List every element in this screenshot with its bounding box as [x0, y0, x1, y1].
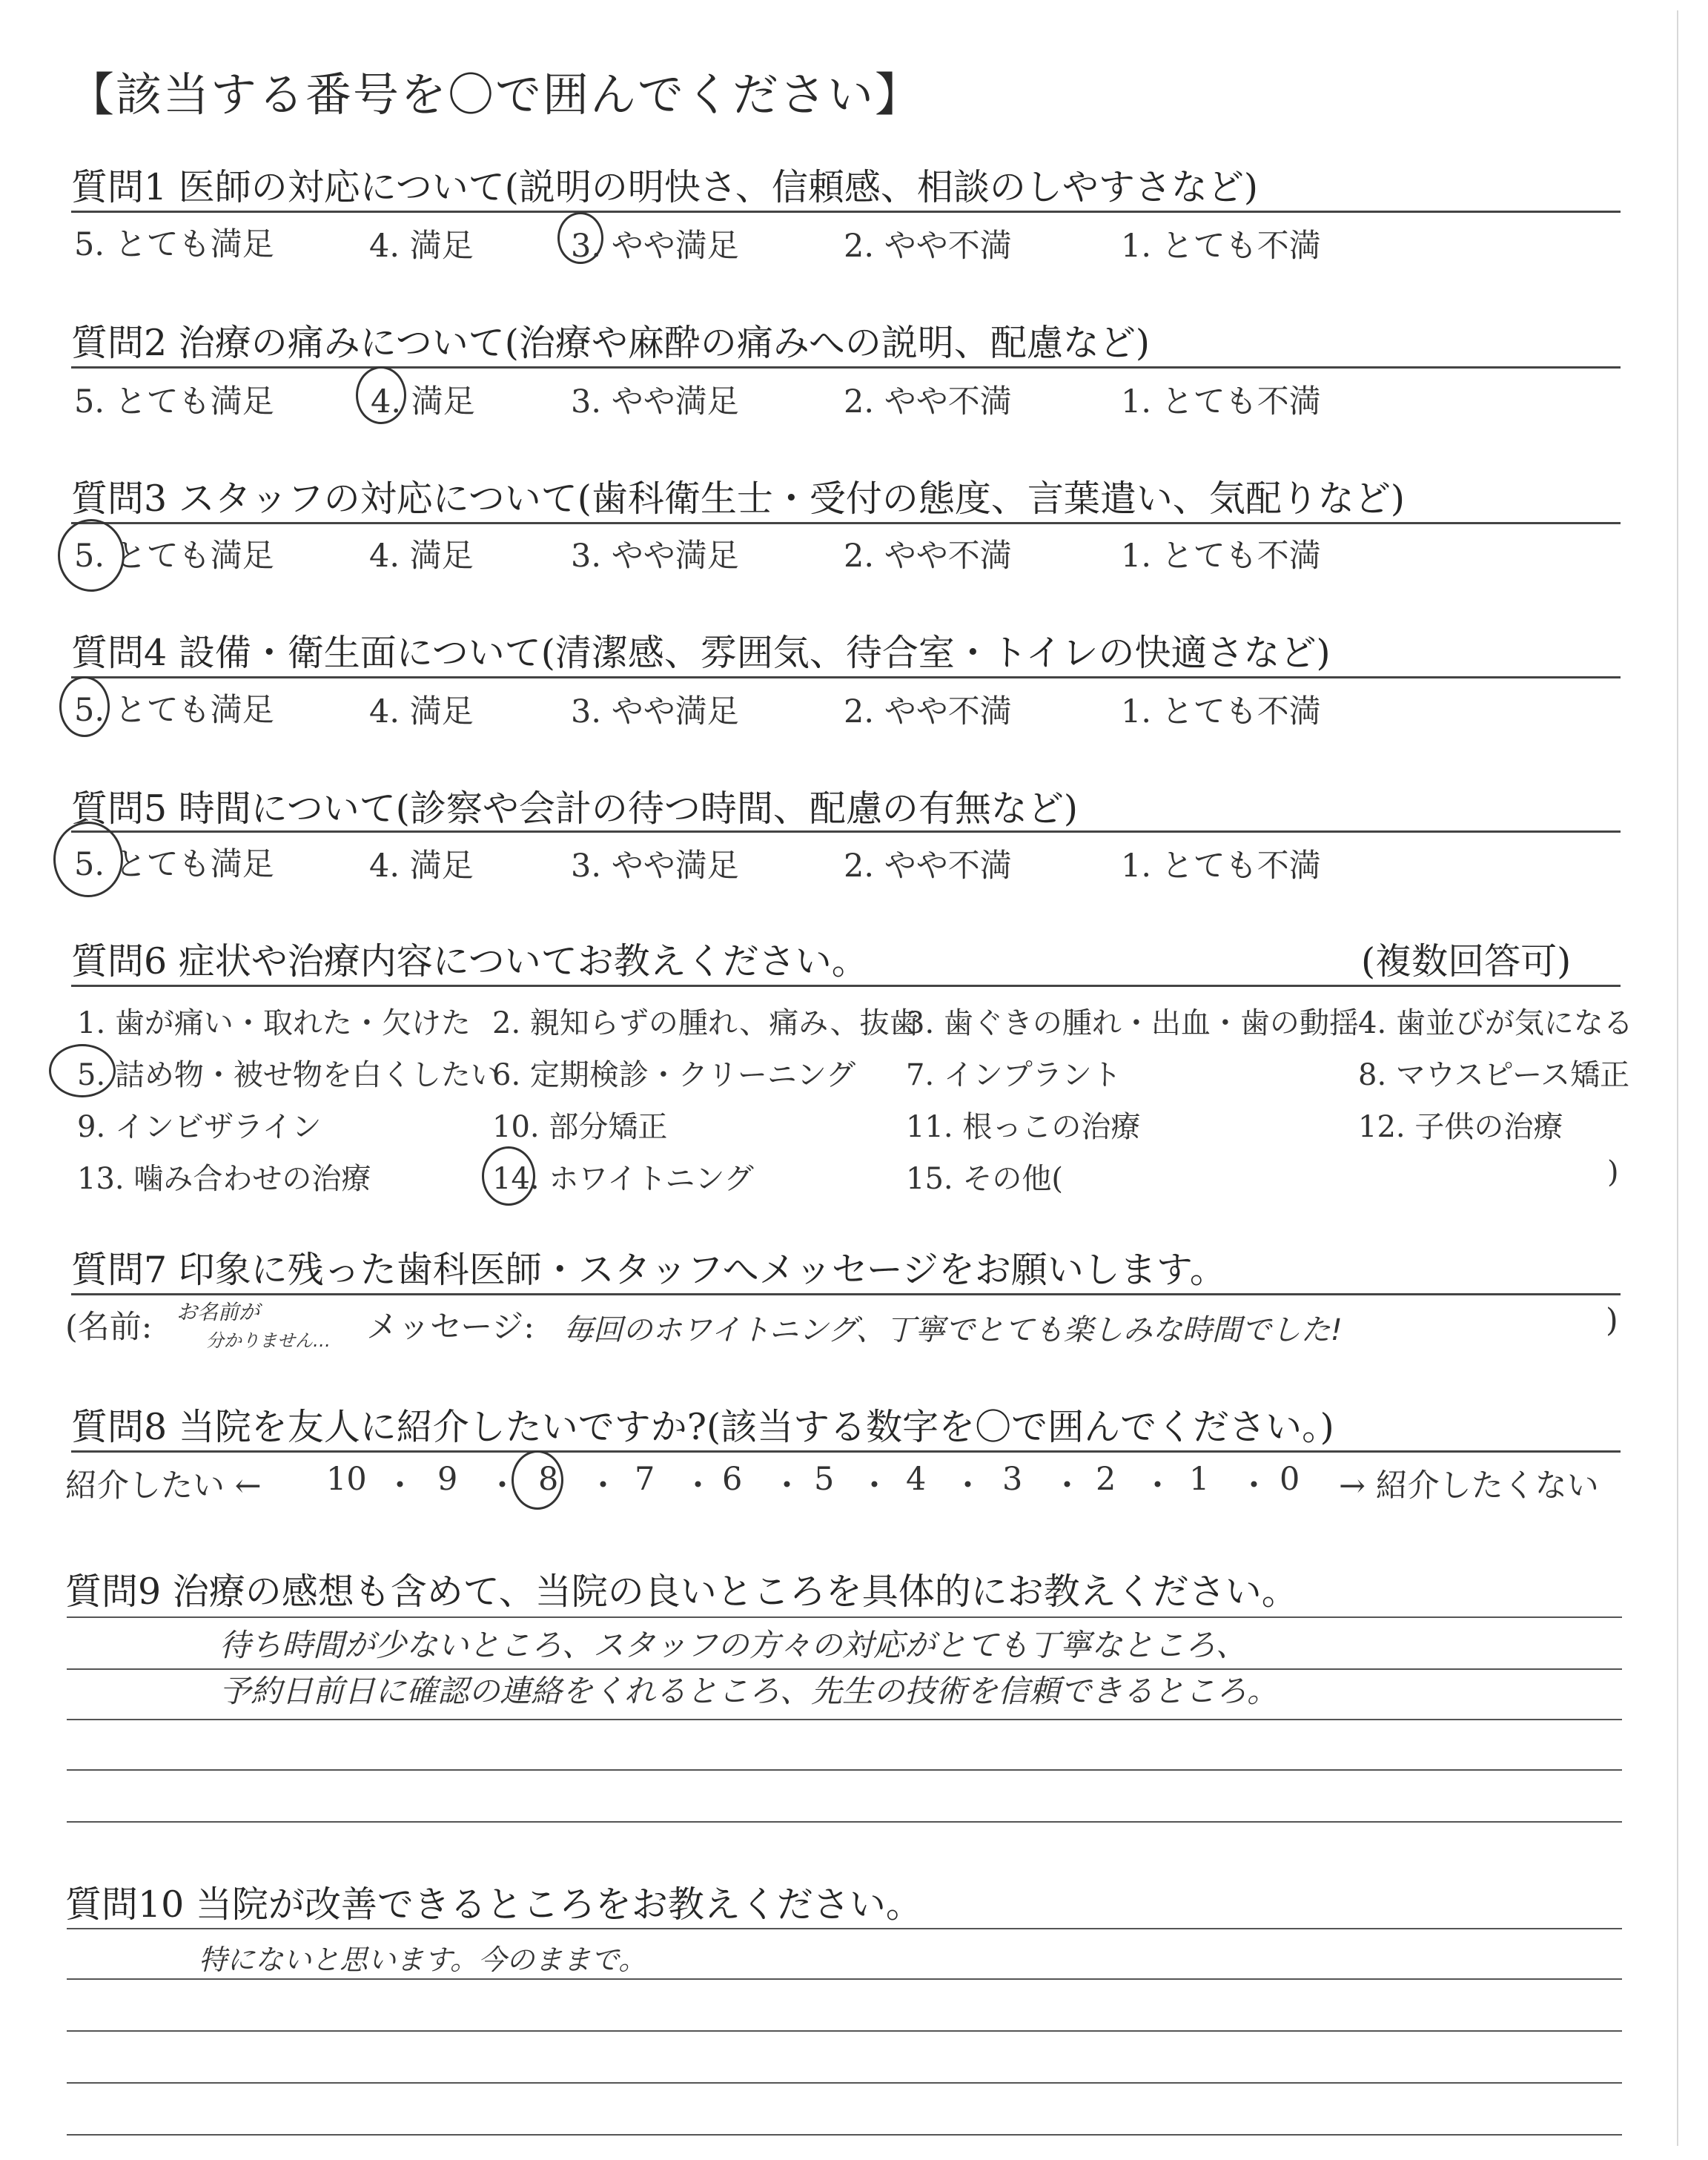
- q8-rule: [71, 1450, 1621, 1453]
- q7-name-label: (名前:: [65, 1309, 153, 1346]
- q8-scale-separator: ・: [952, 1467, 984, 1505]
- q2-rule: [71, 366, 1621, 369]
- q5-rule: [71, 830, 1621, 833]
- q2-option-1[interactable]: 1. とても不満: [1121, 383, 1321, 420]
- q10-line-1: [67, 1928, 1622, 1929]
- q4-rule: [71, 676, 1621, 678]
- q4-option-5[interactable]: 5. とても満足: [74, 692, 274, 729]
- q1-option-4[interactable]: 4. 満足: [369, 228, 474, 265]
- q8-scale-separator: ・: [1238, 1467, 1270, 1505]
- q8-scale-separator: ・: [771, 1467, 803, 1505]
- q8-title: 質問8 当院を友人に紹介したいですか?(該当する数字を〇で囲んでください。): [71, 1406, 1334, 1448]
- q3-option-5[interactable]: 5. とても満足: [74, 538, 274, 575]
- q10-answer-line1[interactable]: 特にないと思います。今のままで。: [199, 1943, 647, 1976]
- q8-scale-value-4[interactable]: 4: [906, 1461, 927, 1498]
- q9-line-3: [67, 1719, 1622, 1720]
- q6-option-13[interactable]: 13. 噛み合わせの治療: [77, 1162, 371, 1196]
- q8-scale-value-3[interactable]: 3: [1002, 1461, 1023, 1498]
- q9-answer-line2[interactable]: 予約日前日に確認の連絡をくれるところ、先生の技術を信頼できるところ。: [219, 1673, 1279, 1709]
- q4-option-3[interactable]: 3. やや満足: [571, 693, 739, 730]
- q8-scale-value-7[interactable]: 7: [635, 1461, 655, 1498]
- q3-option-2[interactable]: 2. やや不満: [844, 538, 1012, 575]
- q6-rule: [71, 985, 1621, 987]
- q6-option-15[interactable]: 15. その他(: [906, 1162, 1063, 1196]
- q8-scale-separator: ・: [1142, 1467, 1174, 1505]
- q7-close-paren: ): [1606, 1302, 1618, 1339]
- q6-option-9[interactable]: 9. インビザライン: [77, 1110, 322, 1144]
- q6-option-1[interactable]: 1. 歯が痛い・取れた・欠けた: [77, 1006, 471, 1040]
- q6-option-6[interactable]: 6. 定期検診・クリーニング: [492, 1058, 856, 1092]
- q2-option-5[interactable]: 5. とても満足: [74, 383, 274, 420]
- q6-selection-circle-5: [49, 1044, 116, 1097]
- q8-scale-value-5[interactable]: 5: [814, 1461, 835, 1498]
- q4-option-2[interactable]: 2. やや不満: [844, 693, 1012, 730]
- q10-line-3: [67, 2030, 1622, 2032]
- q8-scale-separator: ・: [682, 1467, 714, 1505]
- q1-option-1[interactable]: 1. とても不満: [1121, 228, 1321, 265]
- q6-title: 質問6 症状や治療内容についてお教えください。: [71, 940, 868, 982]
- q3-title: 質問3 スタッフの対応について(歯科衛生士・受付の態度、言葉遣い、気配りなど): [71, 478, 1406, 520]
- q8-scale-separator: ・: [486, 1467, 518, 1505]
- q9-answer-line1[interactable]: 待ち時間が少ないところ、スタッフの方々の対応がとても丁寧なところ、: [219, 1627, 1248, 1663]
- q5-selection-circle: [53, 822, 123, 897]
- q6-selection-circle-14: [482, 1146, 535, 1206]
- q2-option-3[interactable]: 3. やや満足: [571, 383, 739, 420]
- q8-scale-value-1[interactable]: 1: [1189, 1461, 1210, 1498]
- q8-right-label: → 紹介したくない: [1339, 1467, 1599, 1505]
- q1-selection-circle: [557, 212, 603, 264]
- q6-option-8[interactable]: 8. マウスピース矯正: [1358, 1058, 1630, 1092]
- q1-rule: [71, 211, 1621, 213]
- q2-selection-circle: [356, 366, 406, 424]
- q8-scale-separator: ・: [1051, 1467, 1083, 1505]
- q6-option-3[interactable]: 3. 歯ぐきの腫れ・出血・歯の動揺: [906, 1006, 1359, 1040]
- q4-option-4[interactable]: 4. 満足: [369, 693, 474, 730]
- q8-scale-separator: ・: [587, 1467, 619, 1505]
- q5-option-4[interactable]: 4. 満足: [369, 848, 474, 885]
- q4-title: 質問4 設備・衛生面について(清潔感、雰囲気、待合室・トイレの快適さなど): [71, 632, 1331, 674]
- q6-option-7[interactable]: 7. インプラント: [906, 1058, 1122, 1092]
- q6-option-14[interactable]: 14. ホワイトニング: [492, 1162, 754, 1196]
- q6-option-12[interactable]: 12. 子供の治療: [1358, 1110, 1563, 1144]
- q8-scale-value-0[interactable]: 0: [1280, 1461, 1300, 1498]
- q10-line-4: [67, 2082, 1622, 2084]
- q5-option-3[interactable]: 3. やや満足: [571, 848, 739, 885]
- q8-scale-value-8[interactable]: 8: [538, 1461, 559, 1498]
- q7-name-value-line2[interactable]: 分かりません…: [206, 1330, 331, 1351]
- page-header: 【該当する番号を〇で囲んでください】: [68, 67, 923, 122]
- q4-selection-circle: [59, 676, 110, 737]
- q3-option-4[interactable]: 4. 満足: [369, 538, 474, 575]
- scan-edge: [1677, 10, 1678, 2146]
- q7-rule: [71, 1293, 1621, 1295]
- q3-option-3[interactable]: 3. やや満足: [571, 538, 739, 575]
- q8-left-label: 紹介したい ←: [65, 1467, 262, 1505]
- q6-option-2[interactable]: 2. 親知らずの腫れ、痛み、抜歯: [492, 1006, 919, 1040]
- q3-rule: [71, 522, 1621, 524]
- q8-scale-value-2[interactable]: 2: [1096, 1461, 1116, 1498]
- q9-line-5: [67, 1821, 1622, 1823]
- q2-option-4[interactable]: 4. 満足: [371, 383, 475, 420]
- q3-selection-circle: [58, 519, 125, 592]
- q8-selection-circle: [512, 1450, 563, 1510]
- q4-option-1[interactable]: 1. とても不満: [1121, 693, 1321, 730]
- q5-option-5[interactable]: 5. とても満足: [74, 846, 274, 883]
- q6-option-5[interactable]: 5. 詰め物・被せ物を白くしたい: [77, 1058, 500, 1092]
- q8-scale-value-10[interactable]: 10: [326, 1461, 367, 1498]
- q3-option-1[interactable]: 1. とても不満: [1121, 538, 1321, 575]
- q9-line-1: [67, 1616, 1622, 1618]
- q10-line-2: [67, 1978, 1622, 1980]
- q8-scale-value-6[interactable]: 6: [722, 1461, 743, 1498]
- q5-option-2[interactable]: 2. やや不満: [844, 848, 1012, 885]
- q1-option-3[interactable]: 3. やや満足: [571, 228, 739, 265]
- q2-option-2[interactable]: 2. やや不満: [844, 383, 1012, 420]
- q7-message-label: メッセージ:: [366, 1309, 534, 1346]
- q7-title: 質問7 印象に残った歯科医師・スタッフへメッセージをお願いします。: [71, 1249, 1226, 1291]
- q10-line-5: [67, 2134, 1622, 2136]
- q8-scale-value-9[interactable]: 9: [437, 1461, 458, 1498]
- q2-title: 質問2 治療の痛みについて(治療や麻酔の痛みへの説明、配慮など): [71, 322, 1151, 364]
- q9-title: 質問9 治療の感想も含めて、当院の良いところを具体的にお教えください。: [65, 1571, 1298, 1613]
- q7-name-value-line1[interactable]: お名前が: [176, 1300, 260, 1324]
- q6-multiple-note: (複数回答可): [1361, 940, 1572, 982]
- q1-title: 質問1 医師の対応について(説明の明快さ、信頼感、相談のしやすさなど): [71, 166, 1259, 208]
- q5-option-1[interactable]: 1. とても不満: [1121, 848, 1321, 885]
- q1-option-5[interactable]: 5. とても満足: [74, 226, 274, 263]
- q8-scale-separator: ・: [858, 1467, 890, 1505]
- q6-other-close-paren: ): [1607, 1155, 1619, 1189]
- q1-option-2[interactable]: 2. やや不満: [844, 228, 1012, 265]
- q6-option-4[interactable]: 4. 歯並びが気になる: [1358, 1006, 1633, 1040]
- q10-title: 質問10 当院が改善できるところをお教えください。: [65, 1883, 922, 1926]
- q6-option-10[interactable]: 10. 部分矯正: [492, 1110, 668, 1144]
- q6-option-11[interactable]: 11. 根っこの治療: [906, 1110, 1141, 1144]
- q8-scale-separator: ・: [384, 1467, 416, 1505]
- q9-line-4: [67, 1769, 1622, 1771]
- q5-title: 質問5 時間について(診察や会計の待つ時間、配慮の有無など): [71, 787, 1079, 830]
- q7-message-value[interactable]: 毎回のホワイトニング、丁寧でとても楽しみな時間でした!: [563, 1313, 1343, 1347]
